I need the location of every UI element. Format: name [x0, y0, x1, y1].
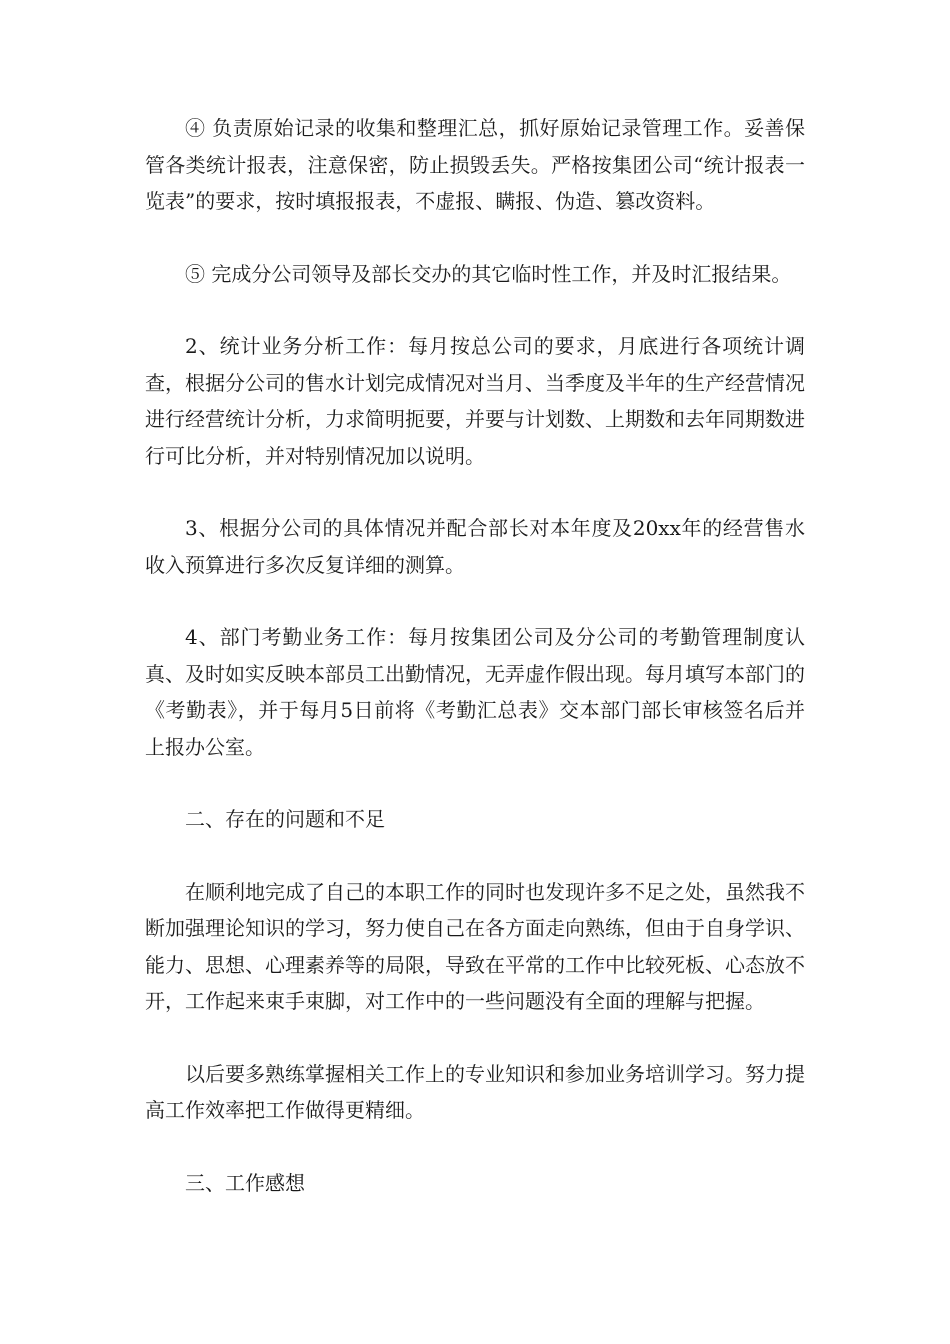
paragraph-improvement-plan: 以后要多熟练掌握相关工作上的专业知识和参加业务培训学习。努力提高工作效率把工作做得更精细。: [145, 1061, 805, 1122]
paragraph-budget-calculation: 3、根据分公司的具体情况并配合部长对本年度及20xx年的经营售水收入预算进行多次反复详细的测算。: [145, 516, 805, 577]
paragraph-shortcomings: 在顺利地完成了自己的本职工作的同时也发现许多不足之处，虽然我不断加强理论知识的学习，努力使自己在各方面走向熟练，但由于自身学识、能力、思想、心理素养等的局限，导致在平常的工作中比较死板、心态放不开，工作起来束手束脚，对工作中的一些问题没有全面的理解与把握。: [145, 879, 805, 1013]
paragraph-attendance-work: 4、部门考勤业务工作：每月按集团公司及分公司的考勤管理制度认真、及时如实反映本部员工出勤情况，无弄虚作假出现。每月填写本部门的《考勤表》，并于每月5日前将《考勤汇总表》交本部门部长审核签名后并上报办公室。: [145, 625, 805, 759]
section-heading-problems: 二、存在的问题和不足: [185, 807, 385, 831]
section-heading-reflections: 三、工作感想: [185, 1170, 305, 1195]
paragraph-statistical-analysis: 2、统计业务分析工作：每月按总公司的要求，月底进行各项统计调查，根据分公司的售水计划完成情况对当月、当季度及半年的生产经营情况进行经营统计分析，力求简明扼要，并要与计划数、上期数和去年同期数进行可比分析，并对特别情况加以说明。: [145, 334, 805, 468]
paragraph-temporary-tasks: ⑤ 完成分公司领导及部长交办的其它临时性工作，并及时汇报结果。: [185, 261, 792, 286]
document-page: [145, 110, 805, 1237]
paragraph-records-management: ④ 负责原始记录的收集和整理汇总，抓好原始记录管理工作。妥善保管各类统计报表，注意保密，防止损毁丢失。严格按集团公司“统计报表一览表”的要求，按时填报报表，不虚报、瞒报、伪造、篡改资料。: [145, 116, 805, 213]
